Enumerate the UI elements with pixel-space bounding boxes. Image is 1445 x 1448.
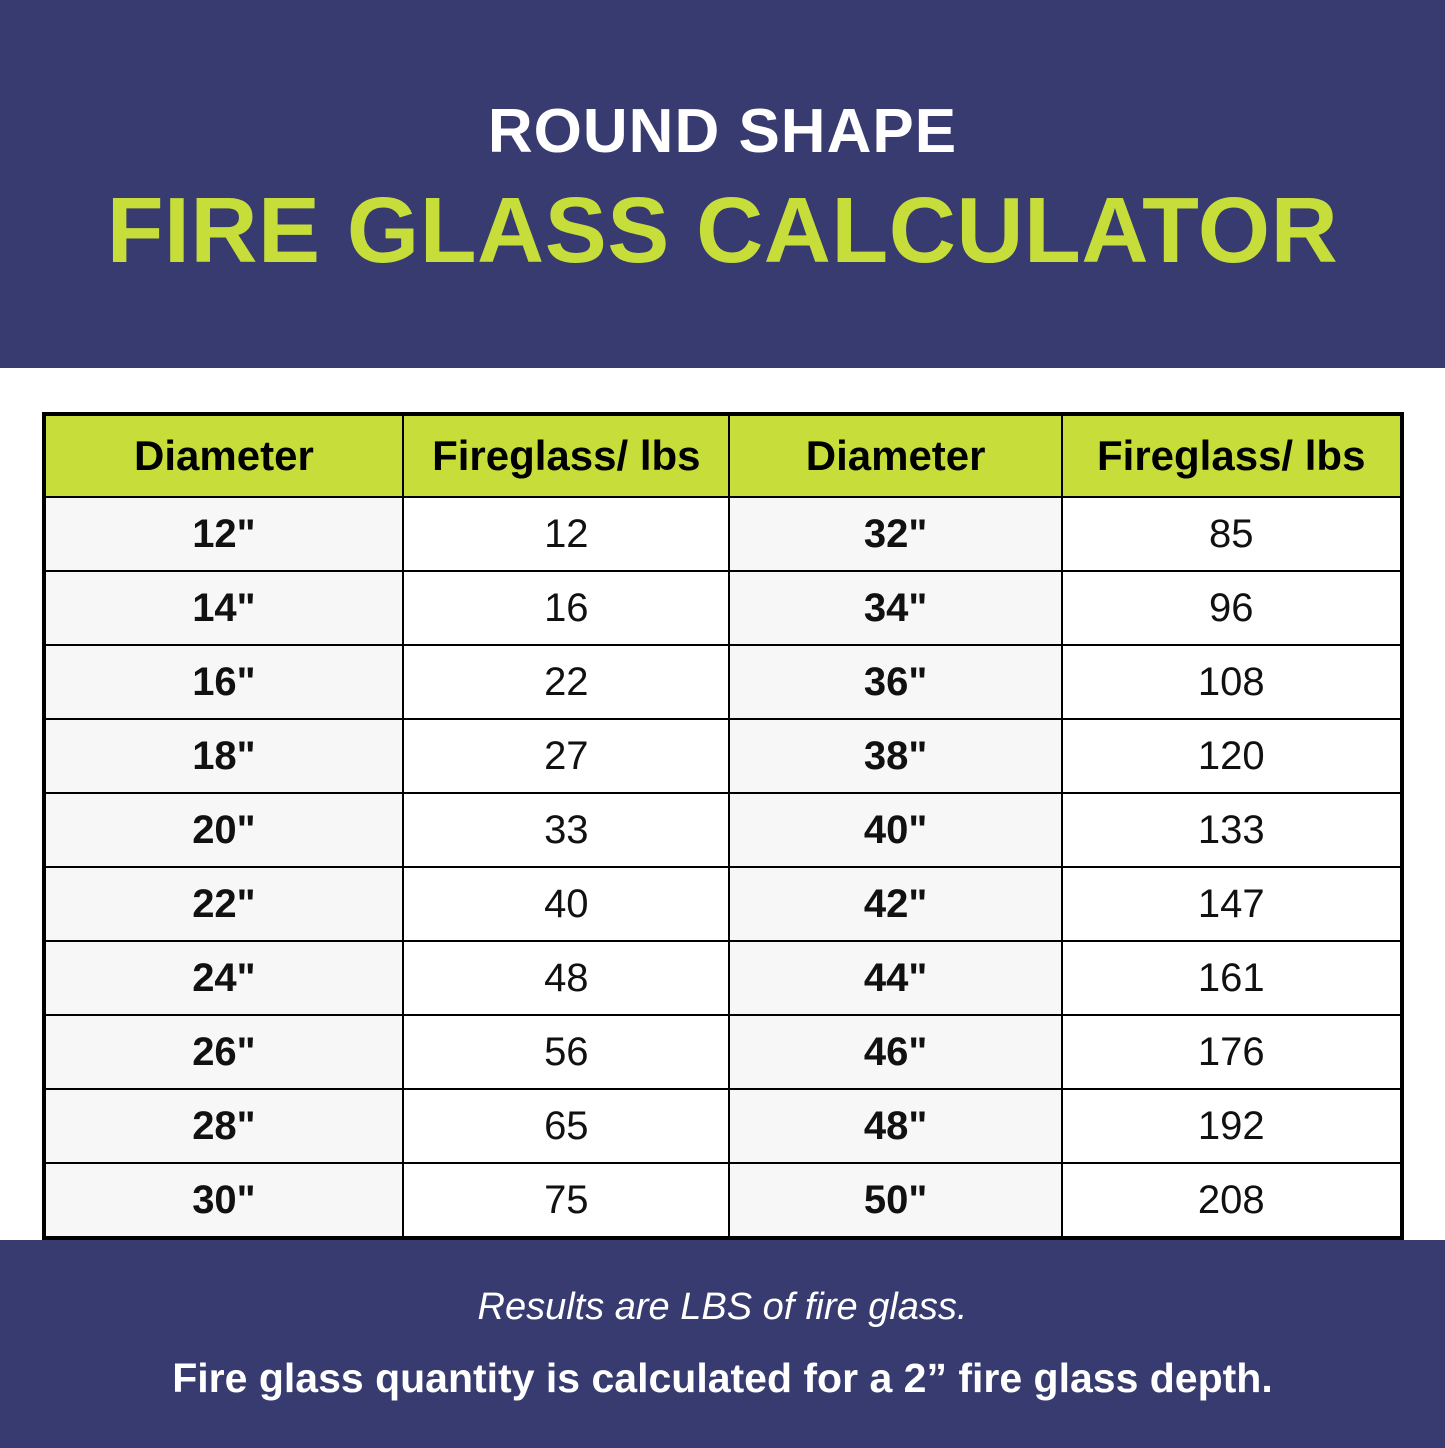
cell-diameter-left: 16" [44, 645, 404, 719]
header-eyebrow: ROUND SHAPE [487, 96, 958, 166]
cell-lbs-right: 192 [1062, 1089, 1402, 1163]
cell-diameter-right: 34" [729, 571, 1062, 645]
cell-lbs-left: 27 [403, 719, 729, 793]
footer-banner [0, 1240, 1445, 1448]
footer-main-text: Fire glass quantity is calculated for a 2” fire glass depth. [172, 1355, 1273, 1401]
table-row [44, 719, 1402, 793]
table-row [44, 1163, 1402, 1238]
table-header-row [44, 414, 1402, 497]
cell-lbs-left: 48 [403, 941, 729, 1015]
cell-diameter-right: 36" [729, 645, 1062, 719]
cell-diameter-left: 14" [44, 571, 404, 645]
header-banner [0, 0, 1445, 368]
cell-lbs-right: 133 [1062, 793, 1402, 867]
cell-lbs-left: 22 [403, 645, 729, 719]
cell-diameter-left: 24" [44, 941, 404, 1015]
cell-lbs-left: 12 [403, 497, 729, 571]
cell-diameter-left: 12" [44, 497, 404, 571]
cell-lbs-left: 16 [403, 571, 729, 645]
cell-diameter-right: 42" [729, 867, 1062, 941]
cell-diameter-right: 48" [729, 1089, 1062, 1163]
table-row [44, 1089, 1402, 1163]
column-header-fireglass-right: Fireglass/ lbs [1062, 414, 1402, 497]
table-row [44, 793, 1402, 867]
fire-glass-table [42, 412, 1404, 1240]
table-row [44, 941, 1402, 1015]
cell-lbs-right: 161 [1062, 941, 1402, 1015]
footer-note: Results are LBS of fire glass. [477, 1286, 968, 1328]
table-header [44, 414, 1402, 497]
cell-diameter-left: 26" [44, 1015, 404, 1089]
cell-lbs-left: 65 [403, 1089, 729, 1163]
table-row [44, 867, 1402, 941]
cell-lbs-right: 96 [1062, 571, 1402, 645]
cell-lbs-right: 176 [1062, 1015, 1402, 1089]
cell-lbs-right: 120 [1062, 719, 1402, 793]
cell-diameter-right: 40" [729, 793, 1062, 867]
cell-diameter-left: 30" [44, 1163, 404, 1238]
cell-diameter-left: 28" [44, 1089, 404, 1163]
column-header-fireglass-left: Fireglass/ lbs [403, 414, 729, 497]
cell-lbs-left: 75 [403, 1163, 729, 1238]
cell-diameter-right: 46" [729, 1015, 1062, 1089]
table-row [44, 571, 1402, 645]
table-row [44, 645, 1402, 719]
cell-diameter-left: 18" [44, 719, 404, 793]
cell-lbs-right: 85 [1062, 497, 1402, 571]
cell-diameter-right: 44" [729, 941, 1062, 1015]
cell-diameter-right: 32" [729, 497, 1062, 571]
table-row [44, 1015, 1402, 1089]
cell-diameter-left: 22" [44, 867, 404, 941]
table-container [0, 368, 1445, 1240]
cell-lbs-left: 56 [403, 1015, 729, 1089]
cell-lbs-left: 33 [403, 793, 729, 867]
cell-lbs-right: 147 [1062, 867, 1402, 941]
column-header-diameter-left: Diameter [44, 414, 404, 497]
cell-diameter-left: 20" [44, 793, 404, 867]
cell-lbs-left: 40 [403, 867, 729, 941]
cell-diameter-right: 38" [729, 719, 1062, 793]
cell-diameter-right: 50" [729, 1163, 1062, 1238]
page-title: FIRE GLASS CALCULATOR [106, 177, 1339, 282]
table-row [44, 497, 1402, 571]
column-header-diameter-right: Diameter [729, 414, 1062, 497]
cell-lbs-right: 108 [1062, 645, 1402, 719]
table-body [44, 497, 1402, 1238]
cell-lbs-right: 208 [1062, 1163, 1402, 1238]
